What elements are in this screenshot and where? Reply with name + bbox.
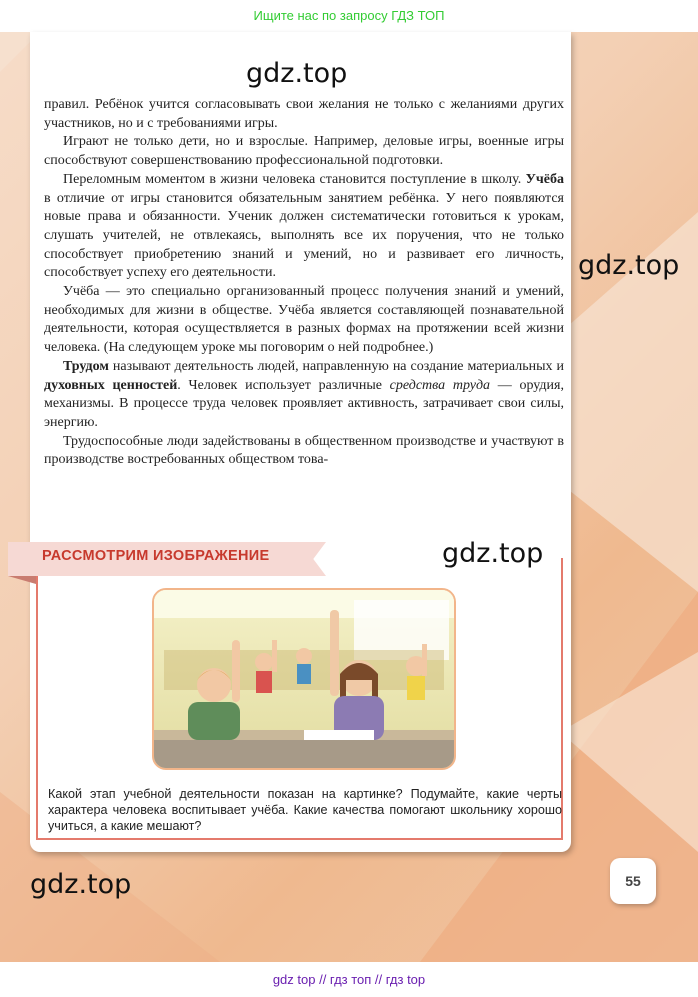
- paragraph-4: Учёба — это специально организованный процесс получения знаний и умений, необходимых для жизни в обществе. Учёба является составляющей познавательной деятельности, которая осуществляется в разных формах на протяжении всей жизни человека. (На следующем уроке мы поговорим о ней подробнее.): [44, 284, 564, 356]
- term-ucheba: Учёба: [525, 171, 564, 187]
- classroom-illustration: [154, 590, 454, 768]
- paragraph-5: [44, 358, 564, 433]
- term-spiritual-values: духовных ценностей: [44, 377, 178, 393]
- term-trud: Трудом: [63, 358, 109, 374]
- main-text: [44, 96, 564, 470]
- paragraph-5-c: — орудия, механизмы. В процессе труда человек проявляет активность, затрачивает свои силы, энергию.: [44, 377, 564, 430]
- paragraph-3: [44, 171, 564, 283]
- paragraph-3-start: Переломным моментом в жизни человека становится поступление в школу.: [63, 171, 526, 187]
- paragraph-5-a: называют деятельность людей, направленную на создание материальных и: [108, 358, 564, 374]
- term-labor-means: средства труда: [389, 377, 491, 393]
- paragraph-6: Трудоспособные люди задействованы в общественном производстве и участвуют в производстве востребованных обществом това-: [44, 433, 564, 468]
- section-caption: Какой этап учебной деятельности показан на картинке? Подумайте, какие черты характера человека воспитывает учёба. Какие качества помогают школьнику хорошо учиться, а какие мешают?: [48, 787, 562, 833]
- paragraph-5-b: . Человек использует различные: [177, 377, 390, 393]
- paragraph-2: Играют не только дети, но и взрослые. Например, деловые игры, военные игры способствуют совершенствованию профессиональной подготовки.: [44, 134, 564, 169]
- watermark-right: gdz.top: [578, 250, 680, 281]
- watermark-middle: gdz.top: [442, 538, 544, 569]
- page-number: 55: [610, 858, 656, 904]
- section-title: РАССМОТРИМ ИЗОБРАЖЕНИЕ: [42, 548, 270, 564]
- paragraph-1: правил. Ребёнок учится согласовывать свои желания не только с желаниями других участников, но и с требованиями игры.: [44, 97, 564, 131]
- watermark-top: gdz.top: [246, 58, 348, 89]
- paragraph-3-rest: в отличие от игры становится обязательным занятием ребёнка. У него появляются новые права и обязанности. Ученик должен систематически готовиться к урокам, слушать учителей, не отвлекаясь, выполнять все их поручения, что не только способствует приобретению знаний и умений, но и развивает его личность, способствует успеху его деятельности.: [44, 190, 564, 281]
- top-banner[interactable]: Ищите нас по запросу ГДЗ ТОП: [0, 0, 698, 32]
- watermark-bottom: gdz.top: [30, 869, 132, 900]
- classroom-photo: [152, 588, 456, 770]
- footer-links[interactable]: gdz top // гдз топ // гдз top: [0, 962, 698, 997]
